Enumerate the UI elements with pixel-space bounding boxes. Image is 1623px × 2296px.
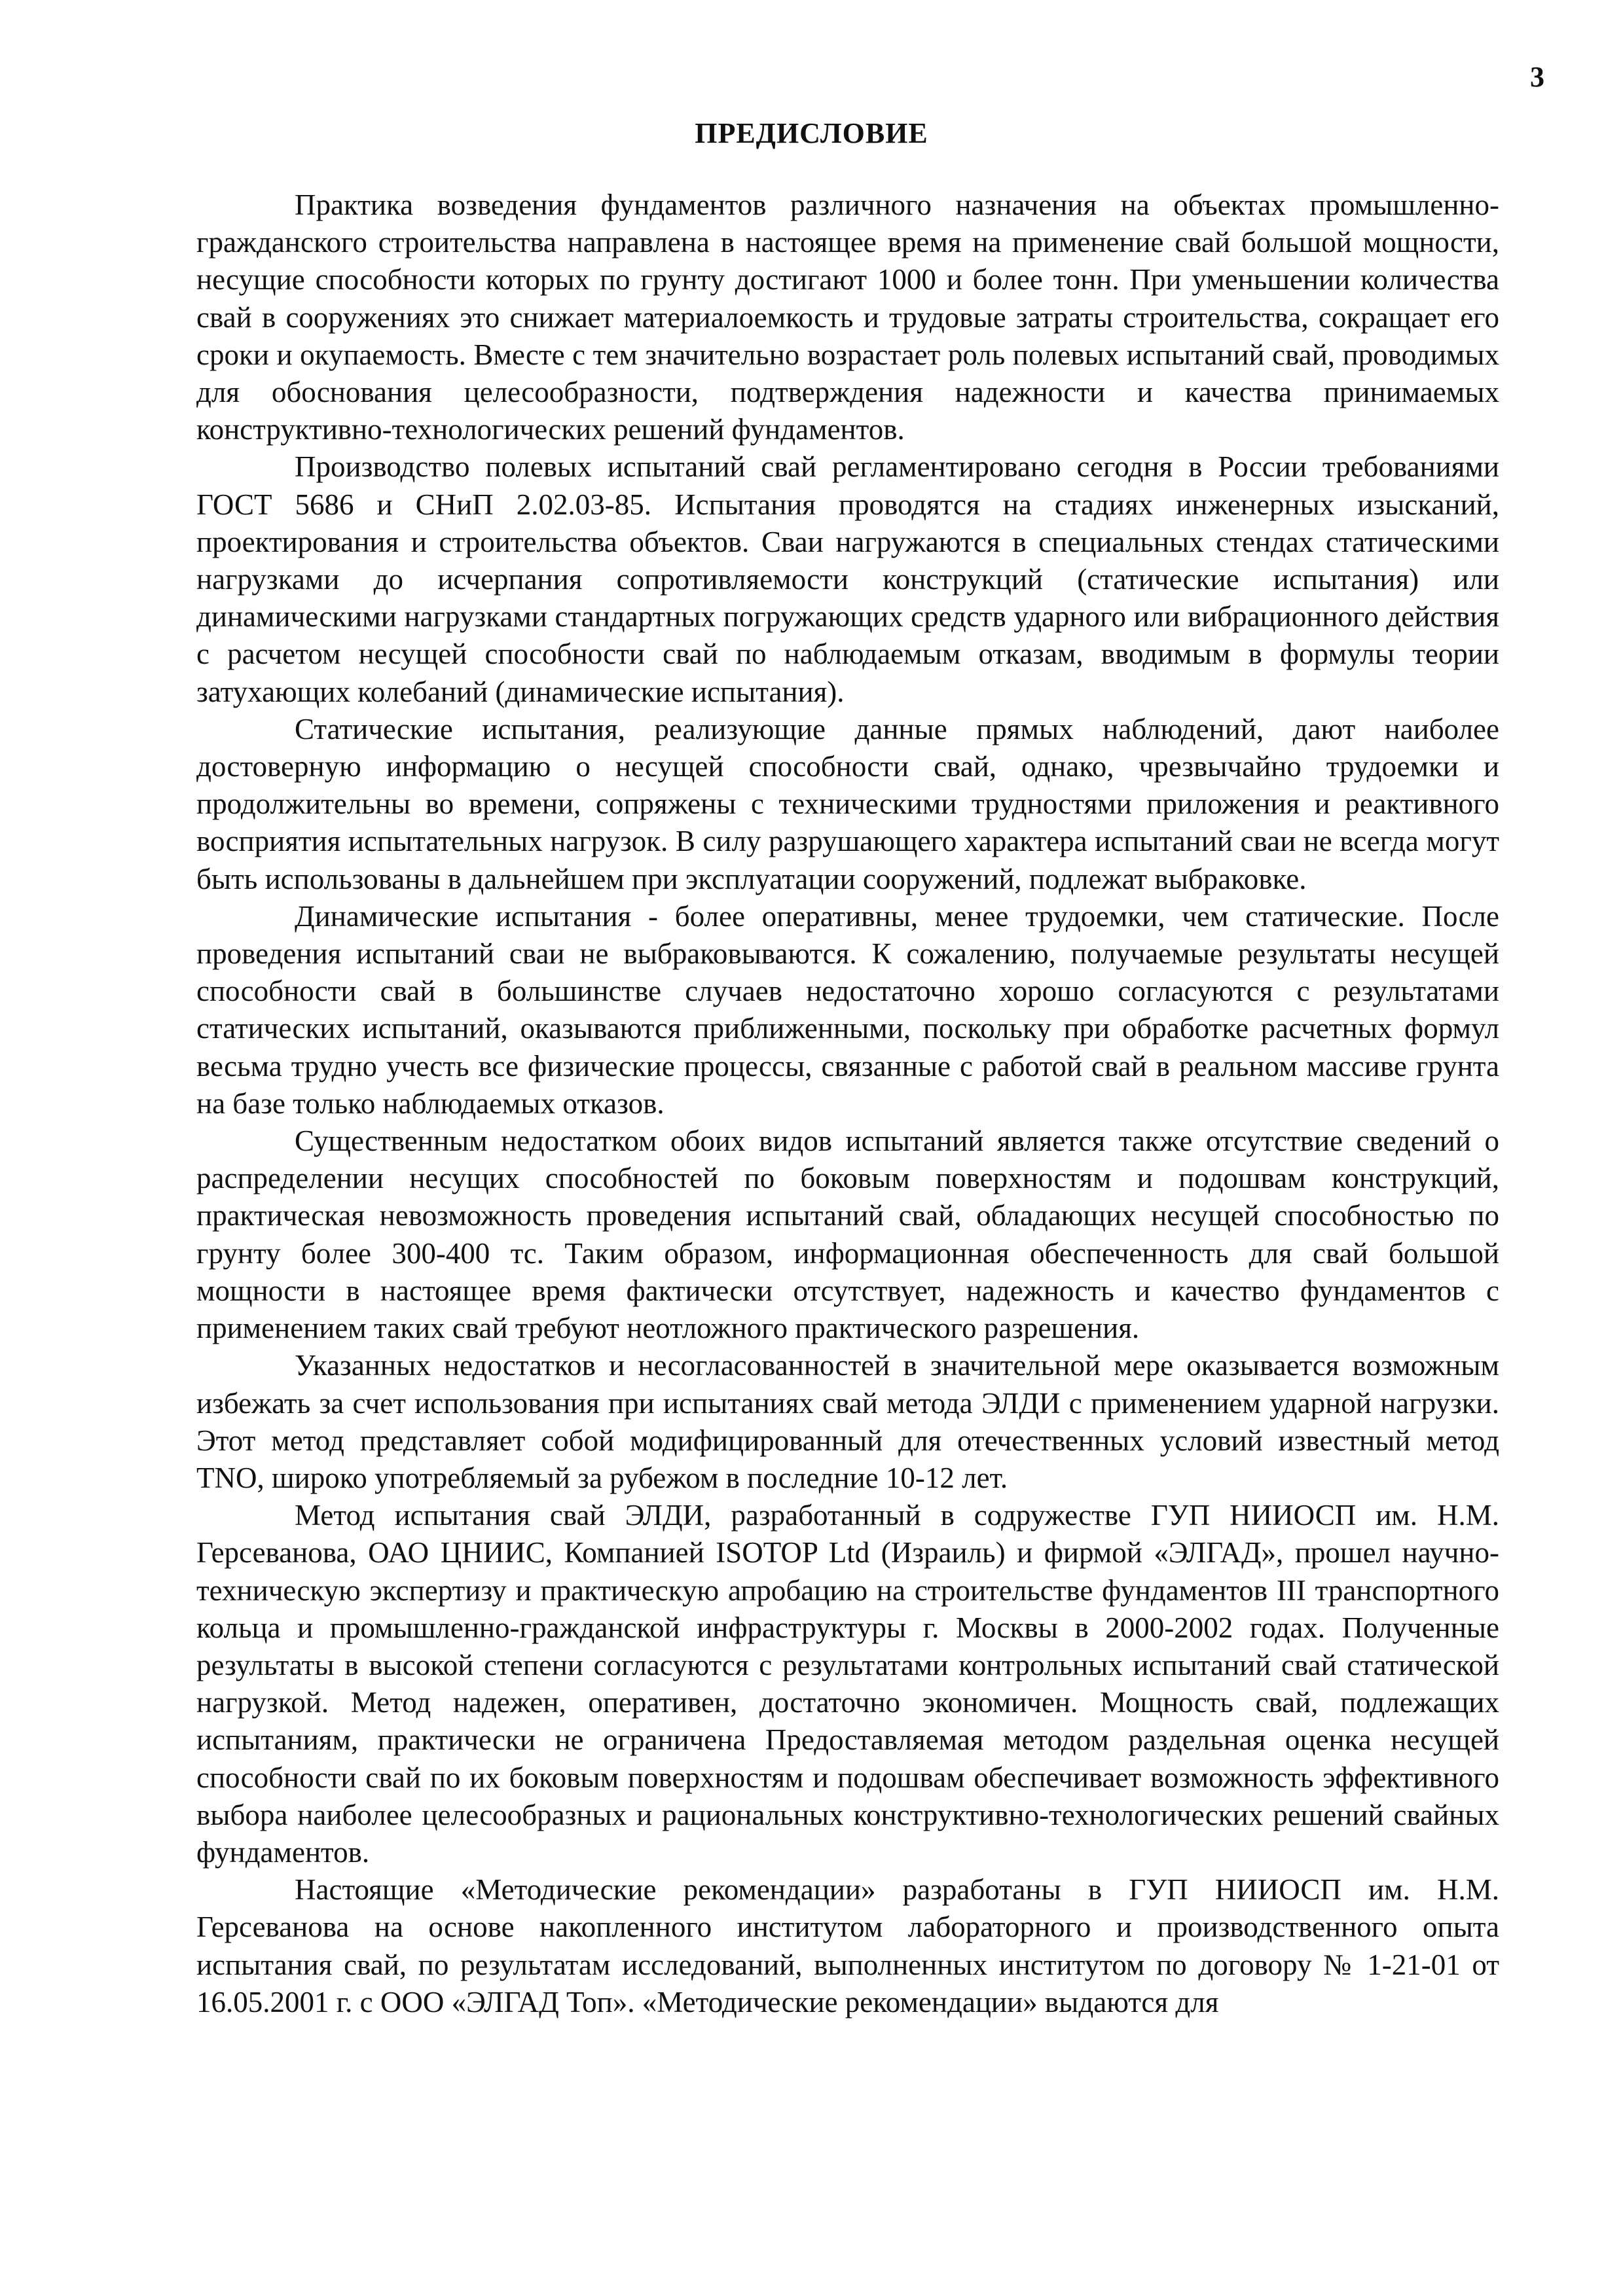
- paragraph: Существенным недостатком обоих видов испытаний является также отсутствие сведений о распределении несущих способностей по боковым поверхностям и подошвам конструкций, практическая невозможность проведения испытаний свай, обладающих несущей способностью по грунту более 300-400 тс. Таким образом, информационная обеспеченность для свай большой мощности в настоящее время фактически отсутствует, надежность и качество фундаментов с применением таких свай требуют неотложного практического разрешения.: [196, 1124, 1499, 1345]
- paragraph: Практика возведения фундаментов различного назначения на объектах промышленно-гражданского строительства направлена в настоящее время на применение свай большой мощности, несущие способности которых по грунту достигают 1000 и более тонн. При уменьшении количества свай в сооружениях это снижает материалоемкость и трудовые затраты строительства, сокращает его сроки и окупаемость. Вместе с тем значительно возрастает роль полевых испытаний свай, проводимых для обоснования целесообразности, подтверждения надежности и качества принимаемых конструктивно-технологических решений фундаментов.: [196, 188, 1499, 446]
- paragraph: Настоящие «Методические рекомендации» разработаны в ГУП НИИОСП им. Н.М. Герсеванова на основе накопленного институтом лабораторного и производственного опыта испытания свай, по результатам исследований, выполненных институтом по договору № 1-21-01 от 16.05.2001 г. с ООО «ЭЛГАД Топ». «Методические рекомендации» выдаются для: [196, 1873, 1499, 2018]
- paragraph: Метод испытания свай ЭЛДИ, разработанный в содружестве ГУП НИИОСП им. Н.М. Герсеванова, ОАО ЦНИИС, Компанией ISOTOP Ltd (Израиль) и фирмой «ЭЛГАД», прошел научно-техническую экспертизу и практическую апробацию на строительстве фундаментов III транспортного кольца и промышленно-гражданской инфраструктуры г. Москвы в 2000-2002 годах. Полученные результаты в высокой степени согласуются с результатами контрольных испытаний свай статической нагрузкой. Метод надежен, оперативен, достаточно экономичен. Мощность свай, подлежащих испытаниям, практически не ограничена Предоставляемая методом раздельная оценка несущей способности свай по их боковым поверхностям и подошвам обеспечивает возможность эффективного выбора наиболее целесообразных и рациональных конструктивно-технологических решений свайных фундаментов.: [196, 1499, 1499, 1869]
- paragraph: Указанных недостатков и несогласованностей в значительной мере оказывается возможным избежать за счет использования при испытаниях свай метода ЭЛДИ с применением ударной нагрузки. Этот метод представляет собой модифицированный для отечественных условий известный метод TNO, широко употребляемый за рубежом в последние 10-12 лет.: [196, 1349, 1499, 1494]
- paragraph: Динамические испытания - более оперативны, менее трудоемки, чем статические. После проведения испытаний сваи не выбраковываются. К сожалению, получаемые результаты несущей способности свай в большинстве случаев недостаточно хорошо согласуются с результатами статических испытаний, оказываются приближенными, поскольку при обработке расчетных формул весьма трудно учесть все физические процессы, связанные с работой свай в реальном массиве грунта на базе только наблюдаемых отказов.: [196, 899, 1499, 1120]
- paragraph: Статические испытания, реализующие данные прямых наблюдений, дают наиболее достоверную информацию о несущей способности свай, однако, чрезвычайно трудоемки и продолжительны во времени, сопряжены с техническими трудностями приложения и реактивного восприятия испытательных нагрузок. В силу разрушающего характера испытаний сваи не всегда могут быть использованы в дальнейшем при эксплуатации сооружений, подлежат выбраковке.: [196, 712, 1499, 895]
- page-title: ПРЕДИСЛОВИЕ: [695, 117, 928, 149]
- paragraph: Производство полевых испытаний свай регламентировано сегодня в России требованиями ГОСТ 5686 и СНиП 2.02.03-85. Испытания проводятся на стадиях инженерных изысканий, проектирования и строительства объектов. Сваи нагружаются в специальных стендах статическими нагрузками до исчерпания сопротивляемости конструкций (статические испытания) или динамическими нагрузками стандартных погружающих средств ударного или вибрационного действия с расчетом несущей способности свай по наблюдаемым отказам, вводимым в формулы теории затухающих колебаний (динамические испытания).: [196, 450, 1499, 708]
- document-body: [196, 187, 1499, 2021]
- page-number: 3: [1530, 61, 1544, 93]
